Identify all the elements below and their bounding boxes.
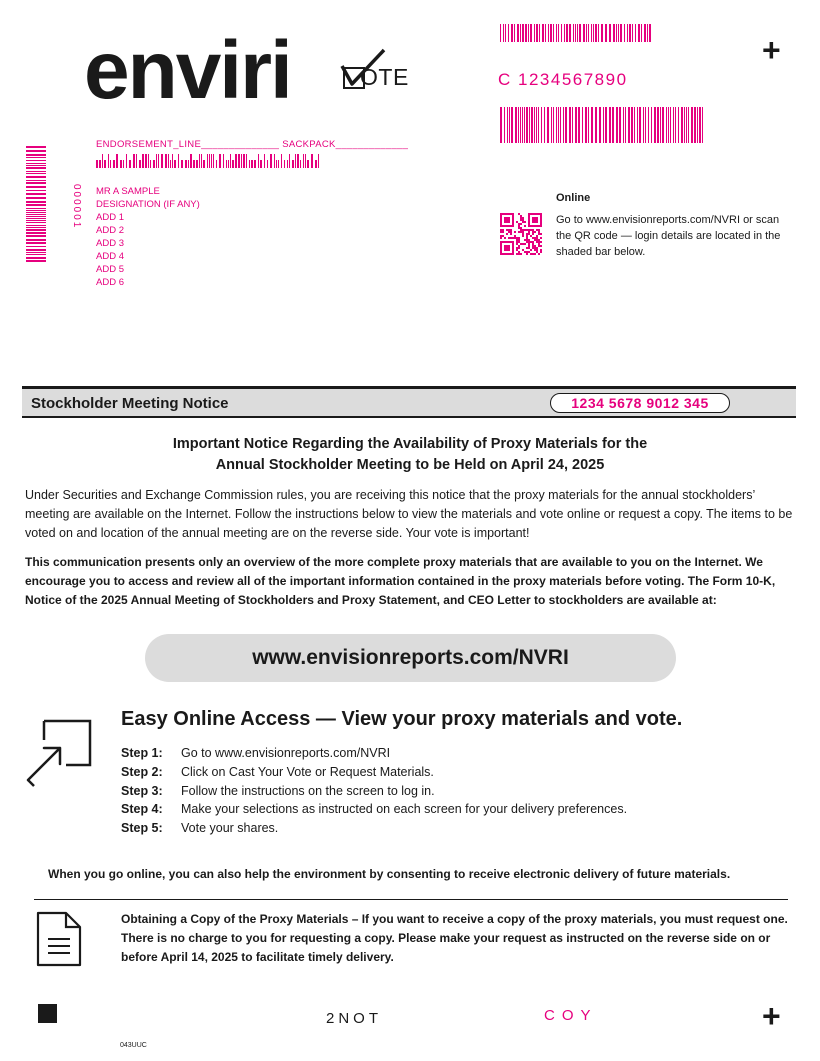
step-item: Step 1: Go to www.envisionreports.com/NVRI — [121, 746, 391, 760]
intro-paragraph: Under Securities and Exchange Commission rules, you are receiving this notice that the proxy materials for the annual stockholders’ meeting are available on the Internet. Follow the instructions below to view the materials and vote online or request a copy. The items to be voted on and location of the annual meeting are on the reverse side. Your vote is important! — [25, 488, 793, 540]
endorsement-line: ENDORSEMENT_LINE______________ SACKPACK_____________ — [96, 139, 409, 150]
steps-list — [121, 744, 627, 838]
registration-plus-icon: + — [762, 998, 781, 1034]
vote-logo — [340, 48, 440, 98]
address-line: ADD 4 — [96, 251, 124, 262]
step-item: Step 3: Follow the instructions on the screen to log in. — [121, 783, 435, 798]
registration-square — [38, 1004, 57, 1023]
mailing-address — [96, 185, 200, 289]
address-line: ADD 3 — [96, 238, 124, 249]
notice-heading — [100, 434, 720, 476]
address-line: MR A SAMPLE — [96, 186, 160, 197]
environment-note: When you go online, you can also help the environment by consenting to receive electronic delivery of future materials. — [48, 867, 731, 881]
registration-plus-icon: + — [762, 32, 781, 68]
company-logo: enviri — [84, 25, 291, 116]
step-item: Step 5: Vote your shares. — [121, 821, 279, 836]
form-code: 043UUC — [120, 1042, 147, 1049]
online-title: Online — [556, 192, 591, 204]
address-line: ADD 5 — [96, 264, 124, 275]
control-number: 1234 5678 9012 345 — [550, 393, 730, 413]
cursor-click-icon — [22, 718, 94, 788]
notice-heading-line1: Important Notice Regarding the Availability of Proxy Materials for the — [172, 436, 648, 452]
document-icon — [36, 911, 82, 967]
account-number: C 1234567890 — [498, 70, 628, 89]
address-line: ADD 2 — [96, 225, 124, 236]
left-vertical-barcode — [26, 146, 46, 286]
notice-title: Stockholder Meeting Notice — [31, 395, 229, 412]
address-line: ADD 1 — [96, 212, 124, 223]
step-item: Step 2: Click on Cast Your Vote or Request Materials. — [121, 764, 434, 779]
qr-code-icon[interactable] — [500, 213, 542, 255]
footer-code-left: 2NOT — [326, 1010, 383, 1027]
sequence-number: 000001 — [71, 184, 82, 230]
account-barcode — [500, 107, 746, 143]
top-barcode — [500, 24, 683, 42]
address-line: ADD 6 — [96, 277, 124, 288]
notice-bar — [22, 386, 796, 418]
address-line: DESIGNATION (IF ANY) — [96, 199, 200, 210]
copy-request-note: Obtaining a Copy of the Proxy Materials – If you want to receive a copy of the proxy materials, you must request one. There is no charge to you for requesting a copy. Please make your request as instructed on the reverse side on or before April 14, 2025 to facilitate timely delivery. — [121, 912, 788, 964]
proxy-materials-url[interactable]: www.envisionreports.com/NVRI — [145, 634, 676, 682]
postal-barcode — [96, 154, 368, 168]
footer-code-right: COY — [544, 1007, 598, 1024]
overview-paragraph: This communication presents only an overview of the more complete proxy materials that are available to you on the Internet. We encourage you to access and review all of the important information contained in the proxy materials before voting. The Form 10-K, Notice of the 2025 Annual Meeting of Stockholders and Proxy Statement, and CEO Letter to stockholders are available at: — [25, 555, 776, 607]
notice-heading-line2: Annual Stockholder Meeting to be Held on April 24, 2025 — [215, 457, 605, 473]
step-item: Step 4: Make your selections as instructed on each screen for your delivery preferences. — [121, 802, 628, 817]
online-instructions: Go to www.envisionreports.com/NVRI or scan the QR code — login details are located in the shaded bar below. — [556, 214, 781, 258]
vote-logo-text: OTE — [360, 64, 409, 90]
easy-access-title: Easy Online Access — View your proxy materials and vote. — [121, 708, 683, 730]
divider — [34, 899, 788, 900]
